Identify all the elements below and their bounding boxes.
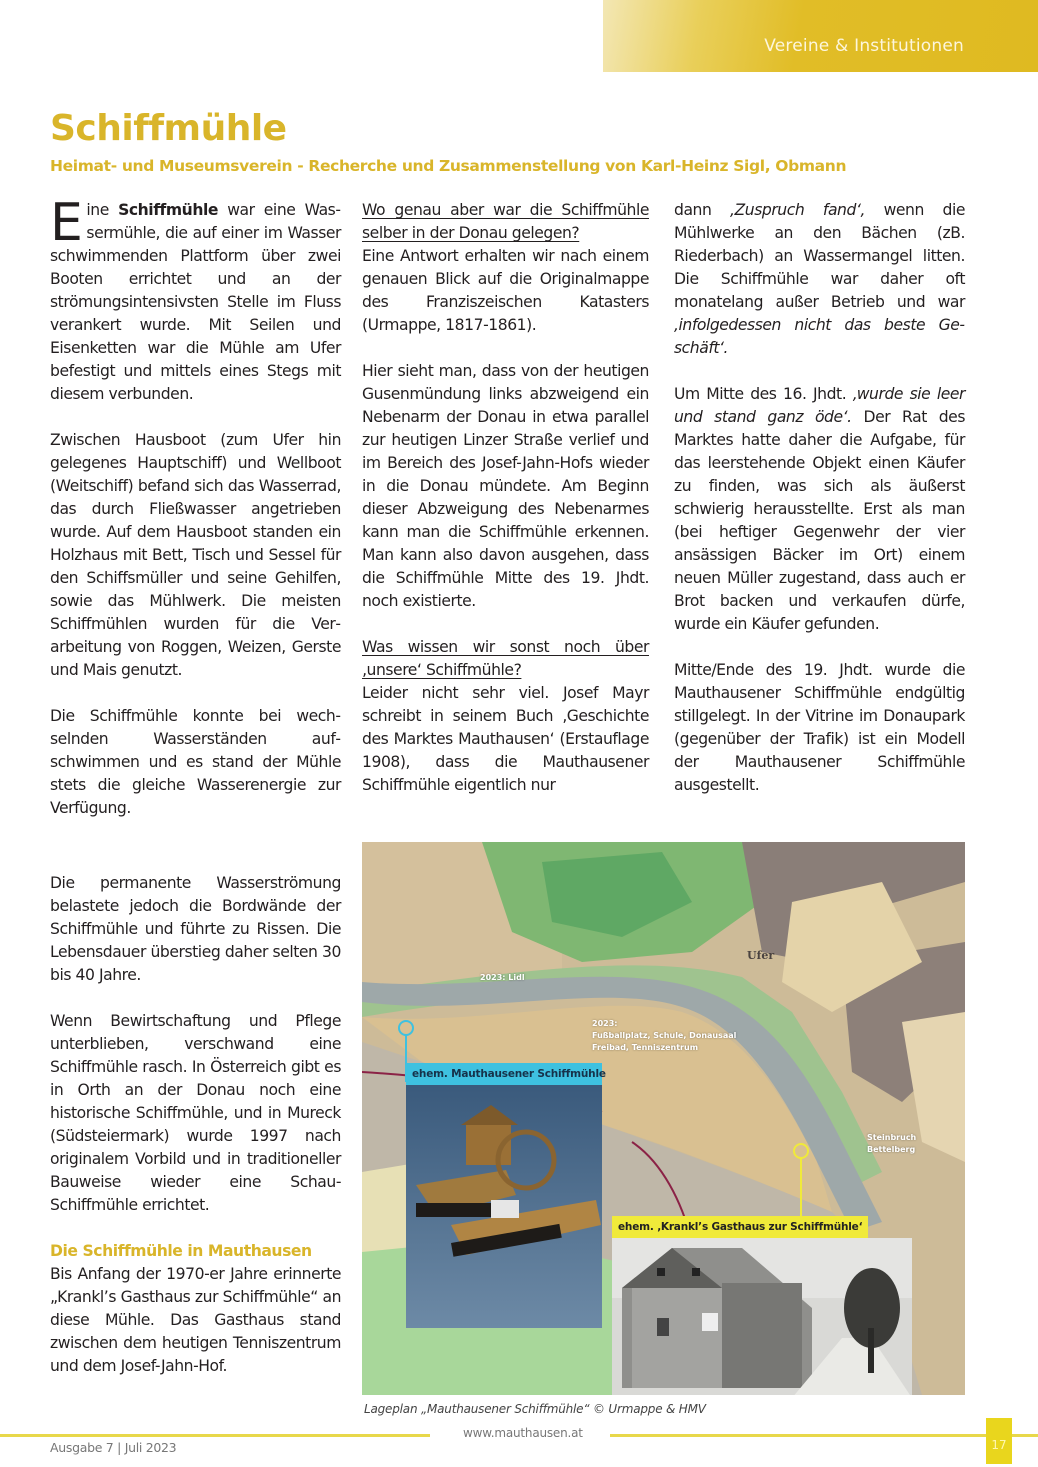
paragraph: Mitte/Ende des 19. Jhdt. wurde die Mauthausener Schiffmühle endgültig stillgelegt. In der Vitrine im Donaupark (gegenüber der Trafik) ist ein Modell der Mauthausener Schiffmühle ausgestellt. [674, 661, 965, 794]
map-label-ufer: Ufer [747, 949, 775, 962]
quote: ‚Zuspruch fand‘, [730, 201, 865, 219]
page-number-box [986, 1418, 1012, 1464]
footer-rule-right [610, 1434, 1038, 1437]
question-heading: Was wissen wir sonst noch über ‚unsere‘ Schiffmühle? [362, 638, 649, 679]
paragraph: Die permanente Wasserströmung belastete jedoch die Bordwände der Schiffmühle und führte zu Rissen. Die Lebensdauer überstieg daher selten 30 bis 40 Jahre. [50, 874, 341, 984]
paragraph: dann ‚Zuspruch fand‘, wenn die Mühlwerke an den Bächen (zB. Riederbach) an Wassermangel litten. Die Schiffmühle war daher oft monatelang außer Betrieb und war ‚infolgedessen nicht das beste Geschäft‘. [674, 201, 965, 357]
page-number: 17 [991, 1438, 1007, 1452]
section-label: Vereine & Institutionen [764, 36, 964, 56]
map-label-lidl: 2023: Lidl [480, 973, 525, 982]
column-2 [362, 199, 649, 820]
map-label-quarry: Steinbruch Bettelberg [867, 1133, 917, 1154]
quote: ‚wurde sie leer und stand ganz öde‘. [674, 385, 965, 426]
mill-inset-label: ehem. Mauthausener Schiffmühle [406, 1063, 602, 1085]
footer-rule-left [0, 1434, 430, 1437]
inn-inset-label: ehem. ‚Krankl’s Gasthaus zur Schiffmühle‘ [612, 1216, 868, 1238]
paragraph: Eine Schiffmühle war eine Wassermühle, die auf einer im Wasser schwimmenden Plattform über zwei Booten errichtet und an der strömungsintensivsten Stelle im Fluss verankert wurde. Mit Seilen und Eisenketten war die Mühle am Ufer befestigt und mittels eines Stegs mit diesem verbunden. [50, 193, 341, 403]
paragraph: Wenn Bewirtschaftung und Pflege unterblieben, verschwand eine Schiffmühle rasch. In Österreich gibt es in Orth an der Donau noch eine historische Schiffmühle, und in Mureck (Südsteiermark) wurde 1997 nach originalem Vorbild und in traditioneller Bauweise wieder eine Schau-Schiffmühle errichtet. [50, 1012, 341, 1214]
website-link[interactable]: www.mauthausen.at [463, 1426, 583, 1440]
column-1-lower [50, 872, 341, 1401]
inn-inset [612, 1215, 962, 1395]
section-header-band [603, 0, 1038, 72]
mill-model-photo [406, 1085, 602, 1328]
figure-caption: Lageplan „Mauthausener Schiffmühle“ © Urmappe & HMV [364, 1402, 706, 1416]
article-subtitle: Heimat- und Museumsverein - Recherche und Zusammenstellung von Karl-Heinz Sigl, Obmann [50, 157, 847, 175]
column-3 [674, 199, 965, 820]
issue-label: Ausgabe 7 | Juli 2023 [50, 1440, 177, 1455]
bold-term: Schiffmühle [118, 201, 218, 219]
question-heading: Wo genau aber war die Schiffmühle selber in der Donau gelegen? [362, 201, 649, 242]
column-1 [50, 193, 341, 843]
mill-inset [406, 1063, 606, 1328]
quote: ‚infolgedessen nicht das beste Geschäft‘. [674, 316, 965, 357]
paragraph: Hier sieht man, dass von der heutigen Gusenmündung links abzweigend ein Nebenarm der Donau in etwa parallel zur heutigen Linzer Straße verlief und im Bereich des Josef-Jahn-Hofs wieder in die Donau mündete. Am Beginn dieser Abzweigung des Nebenarmes kann man die Schiffmühle erkennen. Man kann also davon ausgehen, dass die Schiffmühle Mitte des 19. Jhdt. noch existierte. [362, 362, 649, 610]
site-plan-figure [362, 842, 965, 1395]
paragraph: Die Schiffmühle konnte bei wechselnden Wasserständen aufschwimmen und es stand der Mühle stets die gleiche Wasserenergie zur Verfügung. [50, 707, 341, 817]
paragraph: Was wissen wir sonst noch über ‚unsere‘ Schiffmühle? Leider nicht sehr viel. Josef Mayr schreibt in seinem Buch ‚Geschichte des Marktes Mauthausen‘ (Erstauflage 1908), dass die Mauthausener Schiffmühle eigentlich nur [362, 638, 649, 794]
map-label-area: 2023: Fußballplatz, Schule, Donausaal Freibad, Tenniszentrum [592, 1019, 737, 1052]
paragraph: Die Schiffmühle in Mauthausen Bis Anfang der 1970-er Jahre erinnerte „Krankl’s Gasthaus zur Schiffmühle“ an diese Mühle. Das Gasthaus stand zwischen dem heutigen Tenniszentrum und dem Josef-Jahn-Hof. [50, 1242, 341, 1375]
article-title: Schiffmühle [50, 108, 287, 149]
paragraph: Wo genau aber war die Schiffmühle selber in der Donau gelegen? Eine Antwort erhalten wir nach einem genauen Blick auf die Originalmappe des Franziszeischen Katasters (Urmappe, 1817-1861). [362, 201, 649, 334]
section-heading: Die Schiffmühle in Mauthausen [50, 1242, 312, 1260]
inn-historic-photo [612, 1238, 912, 1395]
drop-cap: E [50, 193, 83, 253]
paragraph: Um Mitte des 16. Jhdt. ‚wurde sie leer und stand ganz öde‘. Der Rat des Marktes hatte daher die Aufgabe, für das leerstehende Objekt einen Käufer zu finden, was sich als äußerst schwierig herausstellte. Erst als man (bei heftiger Gegenwehr der vier ansässigen Bäcker im Ort) einem neuen Müller zugestand, dass auch er Brot backen und verkaufen dürfe, wurde ein Käufer gefunden. [674, 385, 965, 633]
paragraph: Zwischen Hausboot (zum Ufer hin gelegenes Hauptschiff) und Wellboot (Weitschiff) befand sich das Wasserrad, das durch Fließwasser angetrieben wurde. Auf dem Hausboot standen ein Holzhaus mit Bett, Tisch und Sessel für den Schiffsmüller und seine Gehilfen, sowie das Mühlwerk. Die meisten Schiffmühlen wurden für die Verarbeitung von Roggen, Weizen, Gerste und Mais genutzt. [50, 431, 341, 679]
